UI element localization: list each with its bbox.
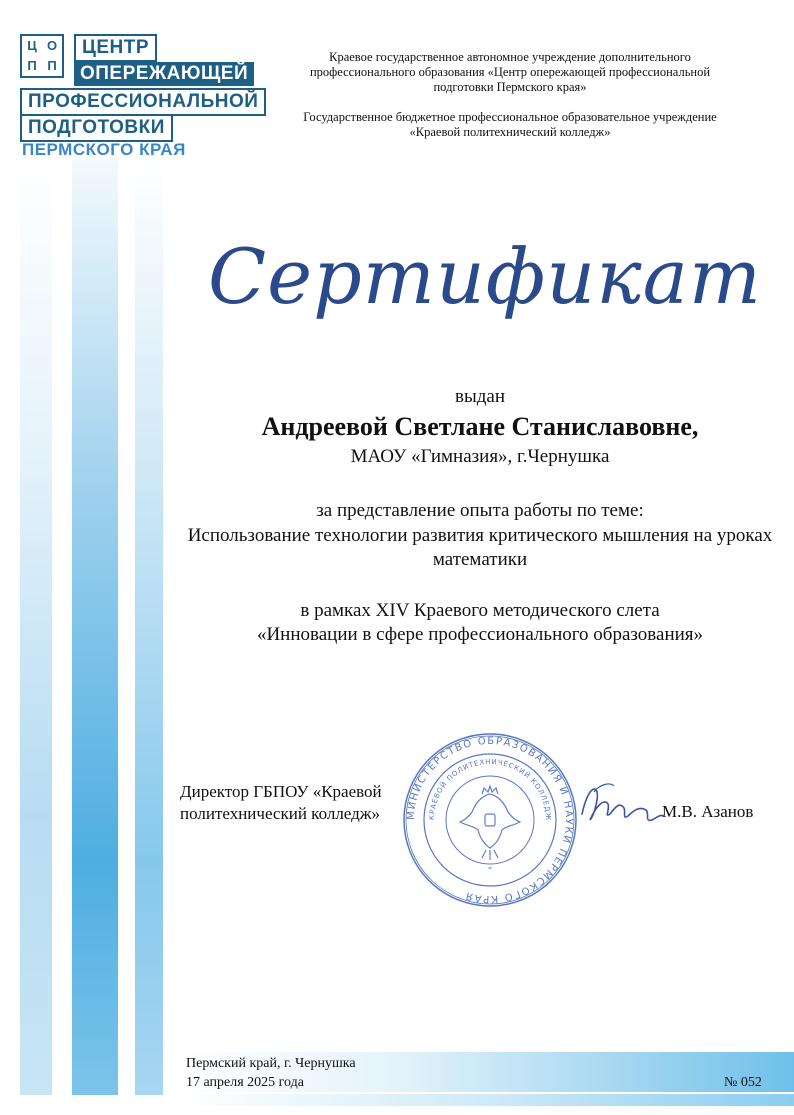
bottom-decorative-band: [180, 1094, 794, 1106]
svg-text:МИНИСТЕРСТВО ОБРАЗОВАНИЯ И НАУ: МИНИСТЕРСТВО ОБРАЗОВАНИЯ И НАУКИ ПЕРМСКОГО КРАЯ: [405, 735, 575, 905]
certificate-title: Сертификат: [208, 232, 762, 321]
certificate-number: № 052: [724, 1075, 762, 1090]
logo-line: ОПЕРЕЖАЮЩЕЙ: [74, 62, 254, 86]
official-seal-stamp: [402, 732, 578, 908]
issued-label: выдан: [454, 386, 505, 407]
organization-header-1: Краевое государственное автономное учреждение дополнительного профессионального образования «Центр опережающей профессиональной подготовки Пермского края»: [309, 50, 711, 94]
topic-text: Использование технологии развития критического мышления на уроках математики: [187, 525, 773, 570]
logo-line: ПЕРМСКОГО КРАЯ: [22, 140, 186, 159]
logo-line: ПОДГОТОВКИ: [20, 114, 173, 142]
organization-header-2: Государственное бюджетное профессиональное образовательное учреждение «Краевой политехнический колледж»: [303, 110, 717, 139]
recipient-institution: МАОУ «Гимназия», г.Чернушка: [350, 446, 610, 467]
decorative-stripe: [20, 160, 52, 1095]
handwritten-signature: [574, 776, 666, 836]
topic-intro: за представление опыта работы по теме:: [316, 500, 644, 521]
svg-text:КРАЕВОЙ ПОЛИТЕХНИЧЕСКИЙ КОЛЛЕД: КРАЕВОЙ ПОЛИТЕХНИЧЕСКИЙ КОЛЛЕДЖ: [427, 757, 553, 822]
footer-place: Пермский край, г. Чернушка: [186, 1056, 356, 1071]
recipient-name: Андреевой Светлане Станиславовне,: [261, 412, 699, 441]
svg-text:*: *: [488, 865, 492, 874]
logo-mark-icon: Ц О П П: [20, 34, 64, 78]
event-line-1: в рамках XIV Краевого методического слета: [300, 600, 660, 621]
logo-line: ЦЕНТР: [74, 34, 157, 62]
logo-line: ПРОФЕССИОНАЛЬНОЙ: [20, 88, 266, 116]
decorative-stripe: [135, 160, 163, 1095]
signatory-role: Директор ГБПОУ «Краевой политехнический колледж»: [180, 782, 382, 823]
event-line-2: «Инновации в сфере профессионального образования»: [256, 624, 704, 645]
copp-logo: [20, 34, 260, 164]
decorative-stripe: [72, 160, 118, 1095]
footer-date: 17 апреля 2025 года: [186, 1075, 304, 1090]
signatory-name: М.В. Азанов: [662, 802, 754, 821]
